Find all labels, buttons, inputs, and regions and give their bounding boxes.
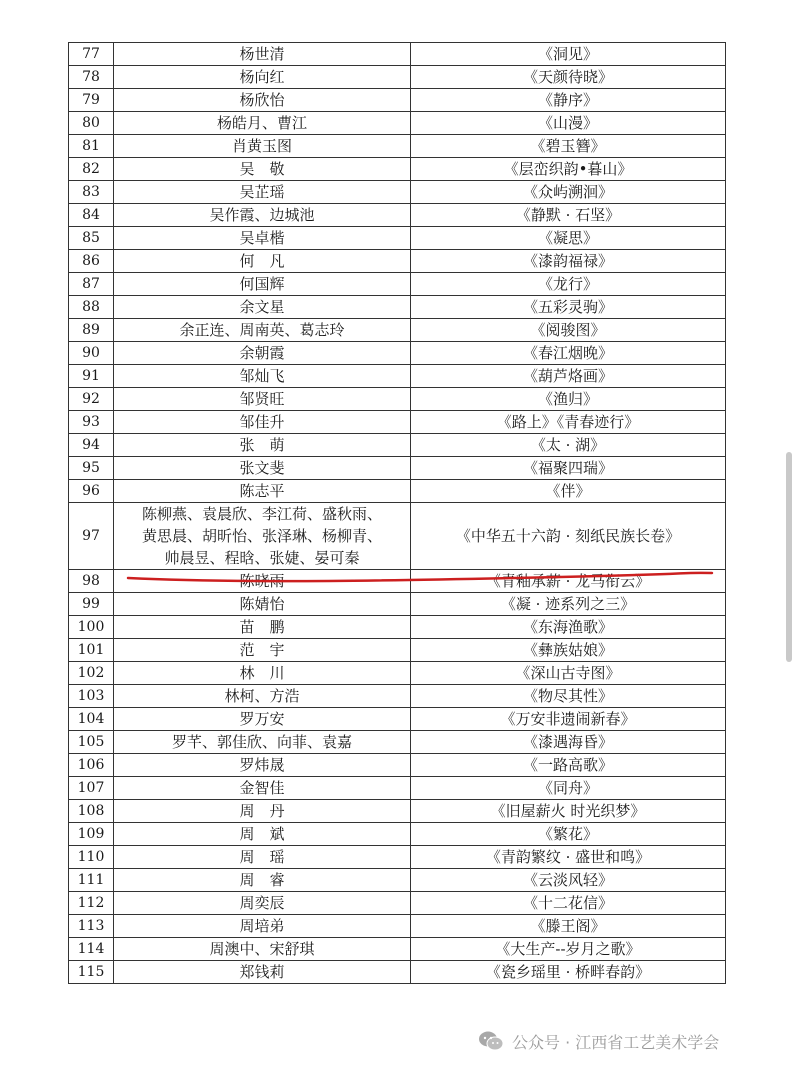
author-names: 余朝霞 (114, 342, 411, 365)
row-number: 79 (69, 89, 114, 112)
work-title: 《阅骏图》 (411, 319, 726, 342)
work-title: 《层峦织韵•暮山》 (411, 158, 726, 181)
author-names: 罗炜晟 (114, 754, 411, 777)
table-row (69, 457, 726, 480)
work-title: 《天颜待晓》 (411, 66, 726, 89)
work-title: 《凝思》 (411, 227, 726, 250)
table-row (69, 503, 726, 570)
table-row (69, 892, 726, 915)
table-row (69, 915, 726, 938)
work-title: 《漆韵福禄》 (411, 250, 726, 273)
author-names: 杨欣怡 (114, 89, 411, 112)
work-title: 《青韵繁纹 · 盛世和鸣》 (411, 846, 726, 869)
table-row (69, 662, 726, 685)
author-names: 吴卓楷 (114, 227, 411, 250)
table-row (69, 43, 726, 66)
work-title: 《大生产--岁月之歌》 (411, 938, 726, 961)
work-title: 《瓷乡瑶里 · 桥畔春韵》 (411, 961, 726, 984)
work-title: 《彝族姑娘》 (411, 639, 726, 662)
author-names-line: 黄思晨、胡昕怡、张泽琳、杨柳青、 (141, 527, 382, 545)
table-row (69, 846, 726, 869)
author-names-line: 帅晨昱、程晗、张婕、晏可秦 (164, 549, 360, 567)
table-row (69, 708, 726, 731)
scrollbar-thumb[interactable] (786, 452, 792, 662)
work-title: 《旧屋薪火 时光织梦》 (411, 800, 726, 823)
table-row (69, 639, 726, 662)
entries-table (68, 42, 726, 984)
author-names: 金智佳 (114, 777, 411, 800)
work-title: 《春江烟晚》 (411, 342, 726, 365)
table-row (69, 227, 726, 250)
work-title: 《东海渔歌》 (411, 616, 726, 639)
author-names: 余文星 (114, 296, 411, 319)
row-number: 90 (69, 342, 114, 365)
work-title: 《碧玉簪》 (411, 135, 726, 158)
author-names: 林柯、方浩 (114, 685, 411, 708)
row-number: 100 (69, 616, 114, 639)
table-row (69, 800, 726, 823)
row-number: 87 (69, 273, 114, 296)
row-number: 115 (69, 961, 114, 984)
row-number: 84 (69, 204, 114, 227)
author-names: 邹贤旺 (114, 388, 411, 411)
work-title: 《一路高歌》 (411, 754, 726, 777)
row-number: 91 (69, 365, 114, 388)
row-number: 80 (69, 112, 114, 135)
work-title: 《静默 · 石坚》 (411, 204, 726, 227)
table-row (69, 961, 726, 984)
work-title: 《万安非遗闹新春》 (411, 708, 726, 731)
table-row (69, 204, 726, 227)
author-names: 陈婧怡 (114, 593, 411, 616)
author-names: 林 川 (114, 662, 411, 685)
row-number: 89 (69, 319, 114, 342)
work-title: 《静序》 (411, 89, 726, 112)
row-number: 114 (69, 938, 114, 961)
row-number: 102 (69, 662, 114, 685)
table-row (69, 365, 726, 388)
row-number: 85 (69, 227, 114, 250)
work-title: 《龙行》 (411, 273, 726, 296)
table-row (69, 731, 726, 754)
author-names: 罗万安 (114, 708, 411, 731)
row-number: 95 (69, 457, 114, 480)
row-number: 88 (69, 296, 114, 319)
author-names: 范 宇 (114, 639, 411, 662)
author-names: 肖黄玉图 (114, 135, 411, 158)
work-title: 《十二花信》 (411, 892, 726, 915)
author-names: 张文斐 (114, 457, 411, 480)
row-number: 78 (69, 66, 114, 89)
work-title: 《五彩灵驹》 (411, 296, 726, 319)
table-row (69, 135, 726, 158)
table-row (69, 616, 726, 639)
work-title: 《繁花》 (411, 823, 726, 846)
author-names: 何 凡 (114, 250, 411, 273)
work-title: 《葫芦烙画》 (411, 365, 726, 388)
table-row (69, 296, 726, 319)
author-names (114, 503, 411, 570)
author-names: 杨皓月、曹江 (114, 112, 411, 135)
author-names: 吴芷瑶 (114, 181, 411, 204)
author-names: 周奕辰 (114, 892, 411, 915)
author-names: 杨向红 (114, 66, 411, 89)
work-title: 《深山古寺图》 (411, 662, 726, 685)
work-title: 《福聚四瑞》 (411, 457, 726, 480)
work-title: 《物尽其性》 (411, 685, 726, 708)
work-title: 《漆遇海昏》 (411, 731, 726, 754)
row-number: 99 (69, 593, 114, 616)
row-number: 94 (69, 434, 114, 457)
row-number: 86 (69, 250, 114, 273)
author-names: 郑钱莉 (114, 961, 411, 984)
author-names: 何国辉 (114, 273, 411, 296)
table-row (69, 273, 726, 296)
row-number: 105 (69, 731, 114, 754)
watermark-text: 公众号 · 江西省工艺美术学会 (512, 1032, 720, 1052)
row-number: 109 (69, 823, 114, 846)
row-number: 104 (69, 708, 114, 731)
row-number: 112 (69, 892, 114, 915)
table-row (69, 754, 726, 777)
author-names: 陈晓雨 (114, 570, 411, 593)
table-row (69, 158, 726, 181)
author-names: 周澳中、宋舒琪 (114, 938, 411, 961)
author-names: 周 丹 (114, 800, 411, 823)
row-number: 113 (69, 915, 114, 938)
table-row (69, 388, 726, 411)
author-names: 吴 敬 (114, 158, 411, 181)
author-names: 周 瑶 (114, 846, 411, 869)
table-row (69, 685, 726, 708)
row-number: 106 (69, 754, 114, 777)
author-names: 陈志平 (114, 480, 411, 503)
watermark (478, 1028, 719, 1054)
table-row (69, 319, 726, 342)
author-names-line: 陈柳燕、袁晨欣、李江荷、盛秋雨、 (141, 505, 382, 523)
row-number: 108 (69, 800, 114, 823)
row-number: 111 (69, 869, 114, 892)
row-number: 83 (69, 181, 114, 204)
work-title: 《渔归》 (411, 388, 726, 411)
work-title: 《云淡风轻》 (411, 869, 726, 892)
table-row (69, 342, 726, 365)
author-names: 苗 鹏 (114, 616, 411, 639)
author-names: 周 睿 (114, 869, 411, 892)
row-number: 77 (69, 43, 114, 66)
work-title: 《中华五十六韵 · 刻纸民族长卷》 (411, 503, 726, 570)
wechat-icon (478, 1030, 504, 1052)
table-row (69, 411, 726, 434)
table-row (69, 89, 726, 112)
table-row (69, 112, 726, 135)
work-title: 《路上》《青春迹行》 (411, 411, 726, 434)
author-names: 周培弟 (114, 915, 411, 938)
row-number: 98 (69, 570, 114, 593)
author-names: 吴作霞、边城池 (114, 204, 411, 227)
table-row (69, 938, 726, 961)
row-number: 97 (69, 503, 114, 570)
row-number: 103 (69, 685, 114, 708)
table-row (69, 250, 726, 273)
work-title: 《凝 · 迹系列之三》 (411, 593, 726, 616)
work-title: 《众屿溯洄》 (411, 181, 726, 204)
table-row (69, 480, 726, 503)
row-number: 81 (69, 135, 114, 158)
row-number: 93 (69, 411, 114, 434)
work-title: 《同舟》 (411, 777, 726, 800)
table-row (69, 66, 726, 89)
work-title: 《太 · 湖》 (411, 434, 726, 457)
table-row (69, 823, 726, 846)
work-title: 《滕王阁》 (411, 915, 726, 938)
table-row (69, 570, 726, 593)
author-names: 余正连、周南英、葛志玲 (114, 319, 411, 342)
work-title: 《伴》 (411, 480, 726, 503)
row-number: 82 (69, 158, 114, 181)
author-names: 张 萌 (114, 434, 411, 457)
author-names: 邹灿飞 (114, 365, 411, 388)
row-number: 96 (69, 480, 114, 503)
work-title: 《山漫》 (411, 112, 726, 135)
row-number: 101 (69, 639, 114, 662)
table-row (69, 434, 726, 457)
row-number: 92 (69, 388, 114, 411)
table-row (69, 181, 726, 204)
table-body (69, 43, 726, 984)
table-row (69, 777, 726, 800)
work-title: 《青釉承薪 · 龙马衔云》 (411, 570, 726, 593)
row-number: 107 (69, 777, 114, 800)
work-title: 《洞见》 (411, 43, 726, 66)
table-row (69, 593, 726, 616)
author-names: 邹佳升 (114, 411, 411, 434)
author-names: 周 斌 (114, 823, 411, 846)
table-row (69, 869, 726, 892)
author-names: 罗芊、郭佳欣、向菲、袁嘉 (114, 731, 411, 754)
row-number: 110 (69, 846, 114, 869)
author-names: 杨世清 (114, 43, 411, 66)
